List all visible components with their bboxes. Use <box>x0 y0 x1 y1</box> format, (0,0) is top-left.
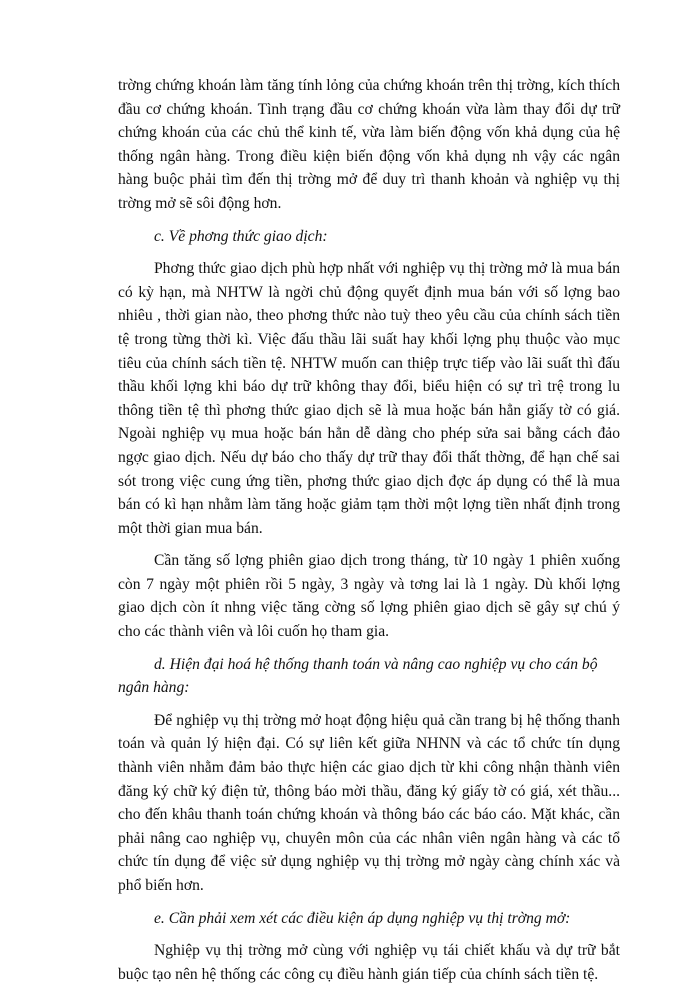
section-heading-e: e. Cần phải xem xét các điều kiện áp dụng nghiệp vụ thị trờng mở: <box>154 909 571 927</box>
paragraph-d1: Để nghiệp vụ thị trờng mở hoạt động hiệu quả cần trang bị hệ thống thanh toán và quản lý hiện đại. Có sự liên kết giữa NHNN và các tổ chức tín dụng thành viên nhằm đảm bảo thực hiện các giao dịch từ khi công nhận thành viên đăng ký chữ ký điện tử, thông báo mời thầu, đăng ký giấy tờ có giá, xét thầu... cho đến khâu thanh toán chứng khoán và thông báo các báo cáo. Mặt khác, cần phải nâng cao nghiệp vụ, chuyên môn của các nhân viên ngân hàng và các tổ chức tín dụng để việc sử dụng nghiệp vụ thị trờng mở ngày càng chính xác và phổ biến hơn. <box>118 711 620 894</box>
document-page <box>118 74 620 995</box>
paragraph-c1: Phơng thức giao dịch phù hợp nhất với nghiệp vụ thị trờng mở là mua bán có kỳ hạn, mà NHTW là ngời chủ động quyết định mua bán với số lợng bao nhiêu , thời gian nào, theo phơng thức nào tuỳ theo yêu cầu của chính sách tiền tệ trong từng thời kì. Việc đấu thầu lãi suất hay khối lợng phụ thuộc vào mục tiêu của chính sách tiền tệ. NHTW muốn can thiệp trực tiếp vào lãi suất thì đấu thầu khối lợng khi báo dự trữ không thay đổi, biểu hiện có sự trì trệ trong lu thông tiền tệ thì phơng thức giao dịch sẽ là mua hoặc bán hẳn giấy tờ có giá. Ngoài nghiệp vụ mua hoặc bán hẳn dễ dàng cho phép sửa sai bằng cách đảo ngợc giao dịch. Nếu dự báo cho thấy dự trữ thay đổi thất thờng, để hạn chế sai sót trong việc cung ứng tiền, phơng thức giao dịch đợc áp dụng có thể là mua bán có kì hạn nhằm làm tăng hoặc giảm tạm thời một lợng tiền nhất định trong một thời gian mua bán. <box>118 260 620 537</box>
section-heading-c: c. Về phơng thức giao dịch: <box>154 227 328 245</box>
paragraph-intro: trờng chứng khoán làm tăng tính lỏng của chứng khoán trên thị trờng, kích thích đầu cơ chứng khoán. Tình trạng đầu cơ chứng khoán vừa làm thay đổi dự trữ chứng khoán của các chủ thể kinh tế, vừa làm biến động vốn khả dụng của hệ thống ngân hàng. Trong điều kiện biến động vốn khả dụng nh vậy các ngân hàng buộc phải tìm đến thị trờng mở để duy trì thanh khoản và nghiệp vụ thị trờng mở sẽ sôi động hơn. <box>118 77 620 212</box>
paragraph-e1: Nghiệp vụ thị trờng mở cùng với nghiệp vụ tái chiết khấu và dự trữ bắt buộc tạo nên hệ thống các công cụ điều hành gián tiếp của chính sách tiền tệ. <box>118 942 620 983</box>
section-heading-d: d. Hiện đại hoá hệ thống thanh toán và nâng cao nghiệp vụ cho cán bộ ngân hàng: <box>118 655 598 697</box>
paragraph-c2: Cần tăng số lợng phiên giao dịch trong tháng, từ 10 ngày 1 phiên xuống còn 7 ngày một phiên rồi 5 ngày, 3 ngày và tơng lai là 1 ngày. Dù khối lợng giao dịch còn ít nhng việc tăng cờng số lợng phiên giao dịch sẽ gây sự chú ý cho các thành viên và lôi cuốn họ tham gia. <box>118 552 620 641</box>
